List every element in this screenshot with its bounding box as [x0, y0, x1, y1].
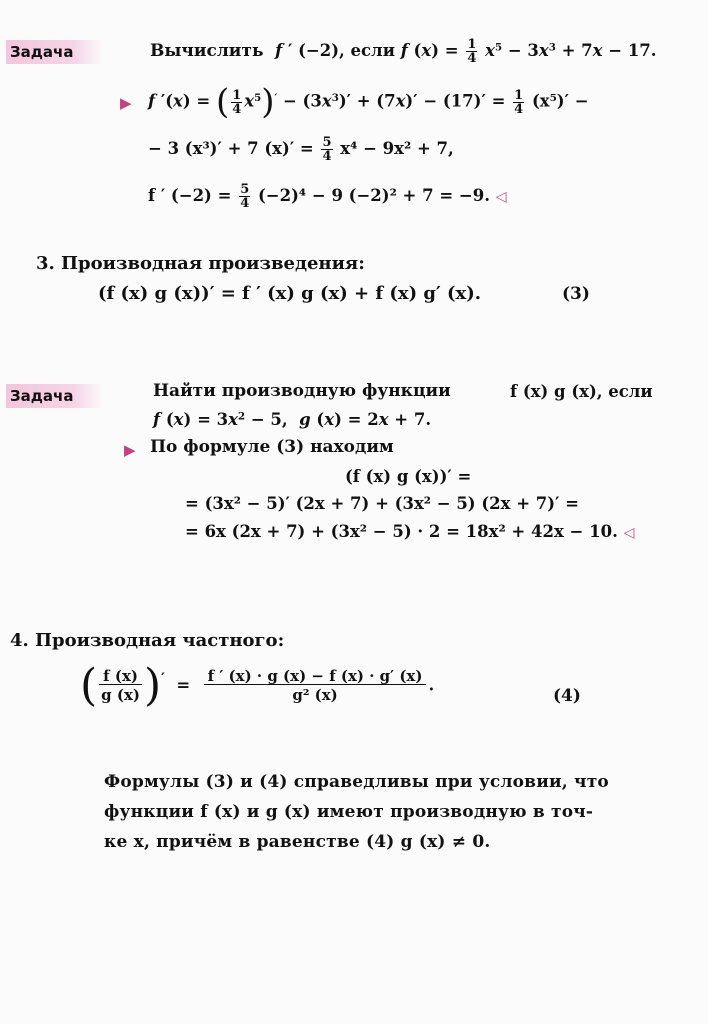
task2-statement-line1 — [153, 381, 451, 401]
fraction: $\frac{5}{4}$ — [240, 182, 250, 211]
conclusion-line3: ке x, причём в равенстве (4) g (x) ≠ 0. — [104, 832, 491, 852]
task-label: Задача — [6, 40, 103, 64]
eq-number-4: (4) — [553, 686, 581, 706]
fraction: $\frac{1}{4}$ — [467, 37, 477, 66]
task2-statement-line2: f $(x) = 3x^2 - 5$, g (x) = 2x + 7. — [153, 410, 432, 429]
end-marker-icon: ◁ — [623, 525, 635, 541]
task1-statement-text: Вычислить — [150, 41, 264, 61]
conclusion-line2: функции f (x) и g (x) имеют производную в точ- — [104, 802, 594, 822]
end-marker-icon: ◁ — [495, 189, 507, 205]
section4-heading: 4. Производная частного: — [10, 630, 285, 651]
task2-solution-line3 — [185, 522, 634, 541]
eq-number-3: (3) — [562, 284, 590, 304]
section4-formula: ( $\frac{f (x)}{g (x)}$ )′ = $\frac{f ' (x) \cdot g (x) - f (x) \cdot g' (x)}{\text{g² (x)}}$ . — [80, 660, 435, 711]
lhs-numerator: f (x) — [99, 669, 142, 685]
task2-statement-text: Найти производную функции — [153, 381, 451, 401]
section3-formula: (f (x) g (x))′ = f ′ (x) g (x) + f (x) g′ (x). — [98, 283, 482, 304]
rhs-denominator: g² (x) — [292, 686, 338, 704]
task1-line3-start: f ′ (−2) = — [148, 186, 232, 205]
fraction: $\frac{1}{4}$ — [514, 87, 524, 117]
task1-line3-end: (−2)⁴ − 9 (−2)² + 7 = −9. — [257, 186, 490, 205]
solution-marker-icon: ▶ — [124, 441, 136, 459]
task1-statement: Вычислить f ′ (−2), если f (x) = $\frac{1}{4}$ $x^5 - 3x^3 + 7x - 17$. — [150, 37, 657, 66]
task2-line3-text: = 6x (2x + 7) + (3x² − 5) · 2 = 18x² + 42x − 10. — [185, 522, 618, 541]
task1-solution-line3 — [148, 183, 507, 210]
task1-solution-line1: f ′(x) = ( $\frac{1}{4}$ $x^5)' - (3x^3)' + (7x)' - (17)'$ = $\frac{1}{4}$ (x⁵)′ − — [148, 82, 589, 122]
fraction-rhs — [204, 669, 427, 703]
fraction: $\frac{5}{4}$ — [322, 135, 332, 164]
lhs-denominator: g (x) — [101, 686, 140, 704]
task2-solution-line1: (f (x) g (x))′ = — [345, 467, 472, 486]
task-label: Задача — [6, 384, 103, 408]
task1-line1-end: (x⁵)′ − — [531, 91, 589, 111]
task1-solution-line2 — [148, 136, 454, 163]
task2-solution-intro: По формуле (3) находим — [150, 437, 394, 457]
fraction: $\frac{1}{4}$ — [232, 87, 242, 117]
task2-statement-math: f (x) g (x), если — [510, 382, 653, 401]
task2-solution-line2: = (3x² − 5)′ (2x + 7) + (3x² − 5) (2x + 7)′ = — [185, 494, 580, 513]
rhs-numerator: f ′ (x) · g (x) − f (x) · g′ (x) — [204, 669, 427, 685]
task1-line2-text: − 3 (x³)′ + 7 (x)′ = — [148, 139, 314, 158]
fraction-lhs — [99, 669, 142, 703]
solution-marker-icon: ▶ — [120, 94, 132, 112]
task1-line2-end: x⁴ − 9x² + 7, — [340, 139, 454, 158]
conclusion-line1: Формулы (3) и (4) справедливы при условии, что — [104, 772, 609, 792]
section3-heading: 3. Производная произведения: — [36, 253, 365, 274]
